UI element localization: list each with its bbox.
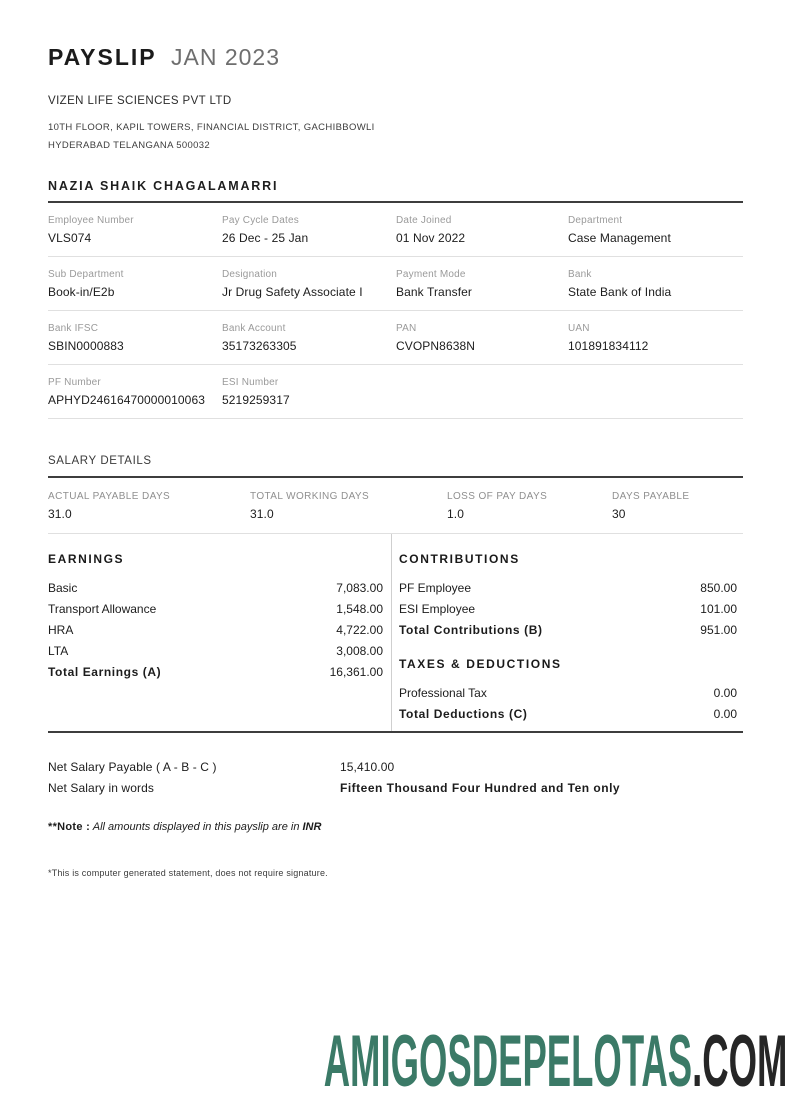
deductions-total-row (399, 704, 737, 725)
field-bank-account (222, 323, 396, 353)
net-salary-summary (48, 757, 743, 799)
salary-days-row (48, 478, 743, 534)
field-pf-number (48, 377, 222, 407)
currency-note (48, 805, 743, 834)
net-salary-words-value: Fifteen Thousand Four Hundred and Ten only (340, 781, 621, 795)
payslip-title: PAYSLIP (48, 44, 157, 70)
row-amount: 951.00 (700, 623, 737, 637)
field-label: Department (568, 215, 623, 226)
field-designation (222, 269, 396, 299)
row-amount: 850.00 (700, 581, 737, 595)
table-row (48, 620, 383, 641)
field-label: DAYS PAYABLE (612, 491, 690, 502)
salary-tables (48, 534, 743, 733)
field-value: APHYD24616470000010063 (48, 393, 205, 407)
field-label: PF Number (48, 377, 101, 388)
field-bank-ifsc (48, 323, 222, 353)
field-value: 101891834112 (568, 339, 649, 353)
row-amount: 0.00 (713, 686, 737, 700)
row-amount: 4,722.00 (336, 623, 383, 637)
field-label: Employee Number (48, 215, 134, 226)
field-actual-payable-days (48, 491, 250, 521)
field-value: 30 (612, 507, 626, 521)
employee-info-row (48, 365, 743, 419)
salary-details-title: SALARY DETAILS (48, 455, 743, 478)
field-value: SBIN0000883 (48, 339, 124, 353)
employee-info-row (48, 257, 743, 311)
field-bank (568, 269, 743, 299)
row-amount: 3,008.00 (336, 644, 383, 658)
row-label: ESI Employee (399, 602, 476, 616)
row-label: HRA (48, 623, 74, 637)
field-value: 31.0 (250, 507, 274, 521)
net-salary-words-label: Net Salary in words (48, 781, 154, 795)
field-label: Bank (568, 269, 592, 280)
row-label: Basic (48, 581, 78, 595)
contributions-header: CONTRIBUTIONS (399, 552, 520, 566)
note-body: All amounts displayed in this payslip are in (90, 821, 303, 833)
note-currency: INR (302, 821, 322, 833)
field-label: ACTUAL PAYABLE DAYS (48, 491, 171, 502)
field-pan (396, 323, 568, 353)
field-value: 01 Nov 2022 (396, 231, 466, 245)
company-address (48, 119, 743, 155)
field-employee-number (48, 215, 222, 245)
table-row (399, 683, 737, 704)
field-label: Bank Account (222, 323, 286, 334)
row-label: Total Deductions (C) (399, 707, 528, 721)
field-value: Jr Drug Safety Associate I (222, 285, 363, 299)
table-row (399, 578, 737, 599)
field-value: State Bank of India (568, 285, 672, 299)
field-total-working-days (250, 491, 447, 521)
contributions-total-row (399, 620, 737, 641)
address-line-1: 10TH FLOOR, KAPIL TOWERS, FINANCIAL DISTRICT, GACHIBBOWLI (48, 122, 375, 133)
earnings-table (48, 534, 392, 731)
field-days-payable (612, 491, 743, 521)
field-label: UAN (568, 323, 590, 334)
taxes-header: TAXES & DEDUCTIONS (399, 657, 562, 671)
field-pay-cycle-dates (222, 215, 396, 245)
address-line-2: HYDERABAD TELANGANA 500032 (48, 140, 211, 151)
field-uan (568, 323, 743, 353)
earnings-header: EARNINGS (48, 552, 125, 566)
watermark-name: AMIGOSDEPELOTAS (323, 1021, 692, 1102)
field-label: PAN (396, 323, 417, 334)
note-prefix: **Note : (48, 821, 91, 833)
payslip-period: JAN 2023 (171, 44, 281, 70)
table-row (48, 599, 383, 620)
net-salary-row (48, 757, 743, 778)
field-value: 5219259317 (222, 393, 290, 407)
empty-cell (568, 377, 743, 407)
row-amount: 101.00 (700, 602, 737, 616)
field-value: Book-in/E2b (48, 285, 115, 299)
employee-name: NAZIA SHAIK CHAGALAMARRI (48, 179, 743, 203)
field-value: VLS074 (48, 231, 92, 245)
row-amount: 16,361.00 (329, 665, 383, 679)
row-amount: 0.00 (713, 707, 737, 721)
earnings-total-row (48, 662, 383, 683)
field-esi-number (222, 377, 396, 407)
field-label: Designation (222, 269, 278, 280)
field-sub-department (48, 269, 222, 299)
net-salary-words-row (48, 778, 743, 799)
field-value: 1.0 (447, 507, 464, 521)
row-amount: 1,548.00 (336, 602, 383, 616)
row-amount: 7,083.00 (336, 581, 383, 595)
field-label: Sub Department (48, 269, 124, 280)
empty-cell (396, 377, 568, 407)
field-label: Payment Mode (396, 269, 466, 280)
row-label: Professional Tax (399, 686, 487, 700)
field-value: 26 Dec - 25 Jan (222, 231, 309, 245)
field-label: LOSS OF PAY DAYS (447, 491, 548, 502)
field-label: ESI Number (222, 377, 279, 388)
net-salary-amount: 15,410.00 (340, 760, 395, 774)
net-salary-label: Net Salary Payable ( A - B - C ) (48, 760, 217, 774)
table-row (48, 641, 383, 662)
row-label: Total Earnings (A) (48, 665, 162, 679)
employee-info-row (48, 203, 743, 257)
watermark-tld: .COM (691, 1021, 787, 1102)
field-value: 35173263305 (222, 339, 297, 353)
field-department (568, 215, 743, 245)
computer-generated-footnote: *This is computer generated statement, does not require signature. (48, 868, 328, 878)
row-label: PF Employee (399, 581, 472, 595)
field-value: Case Management (568, 231, 671, 245)
field-value: 31.0 (48, 507, 72, 521)
row-label: Total Contributions (B) (399, 623, 543, 637)
table-row (48, 578, 383, 599)
field-value: Bank Transfer (396, 285, 473, 299)
row-label: LTA (48, 644, 69, 658)
field-label: Date Joined (396, 215, 452, 226)
contributions-table (392, 534, 743, 731)
employee-info-row (48, 311, 743, 365)
row-label: Transport Allowance (48, 602, 157, 616)
page-title (48, 44, 743, 71)
field-payment-mode (396, 269, 568, 299)
field-value: CVOPN8638N (396, 339, 476, 353)
field-label: TOTAL WORKING DAYS (250, 491, 370, 502)
field-loss-of-pay-days (447, 491, 612, 521)
field-label: Pay Cycle Dates (222, 215, 299, 226)
company-name: VIZEN LIFE SCIENCES PVT LTD (48, 95, 232, 107)
table-row (399, 599, 737, 620)
field-date-joined (396, 215, 568, 245)
field-label: Bank IFSC (48, 323, 99, 334)
site-watermark (323, 1021, 787, 1102)
